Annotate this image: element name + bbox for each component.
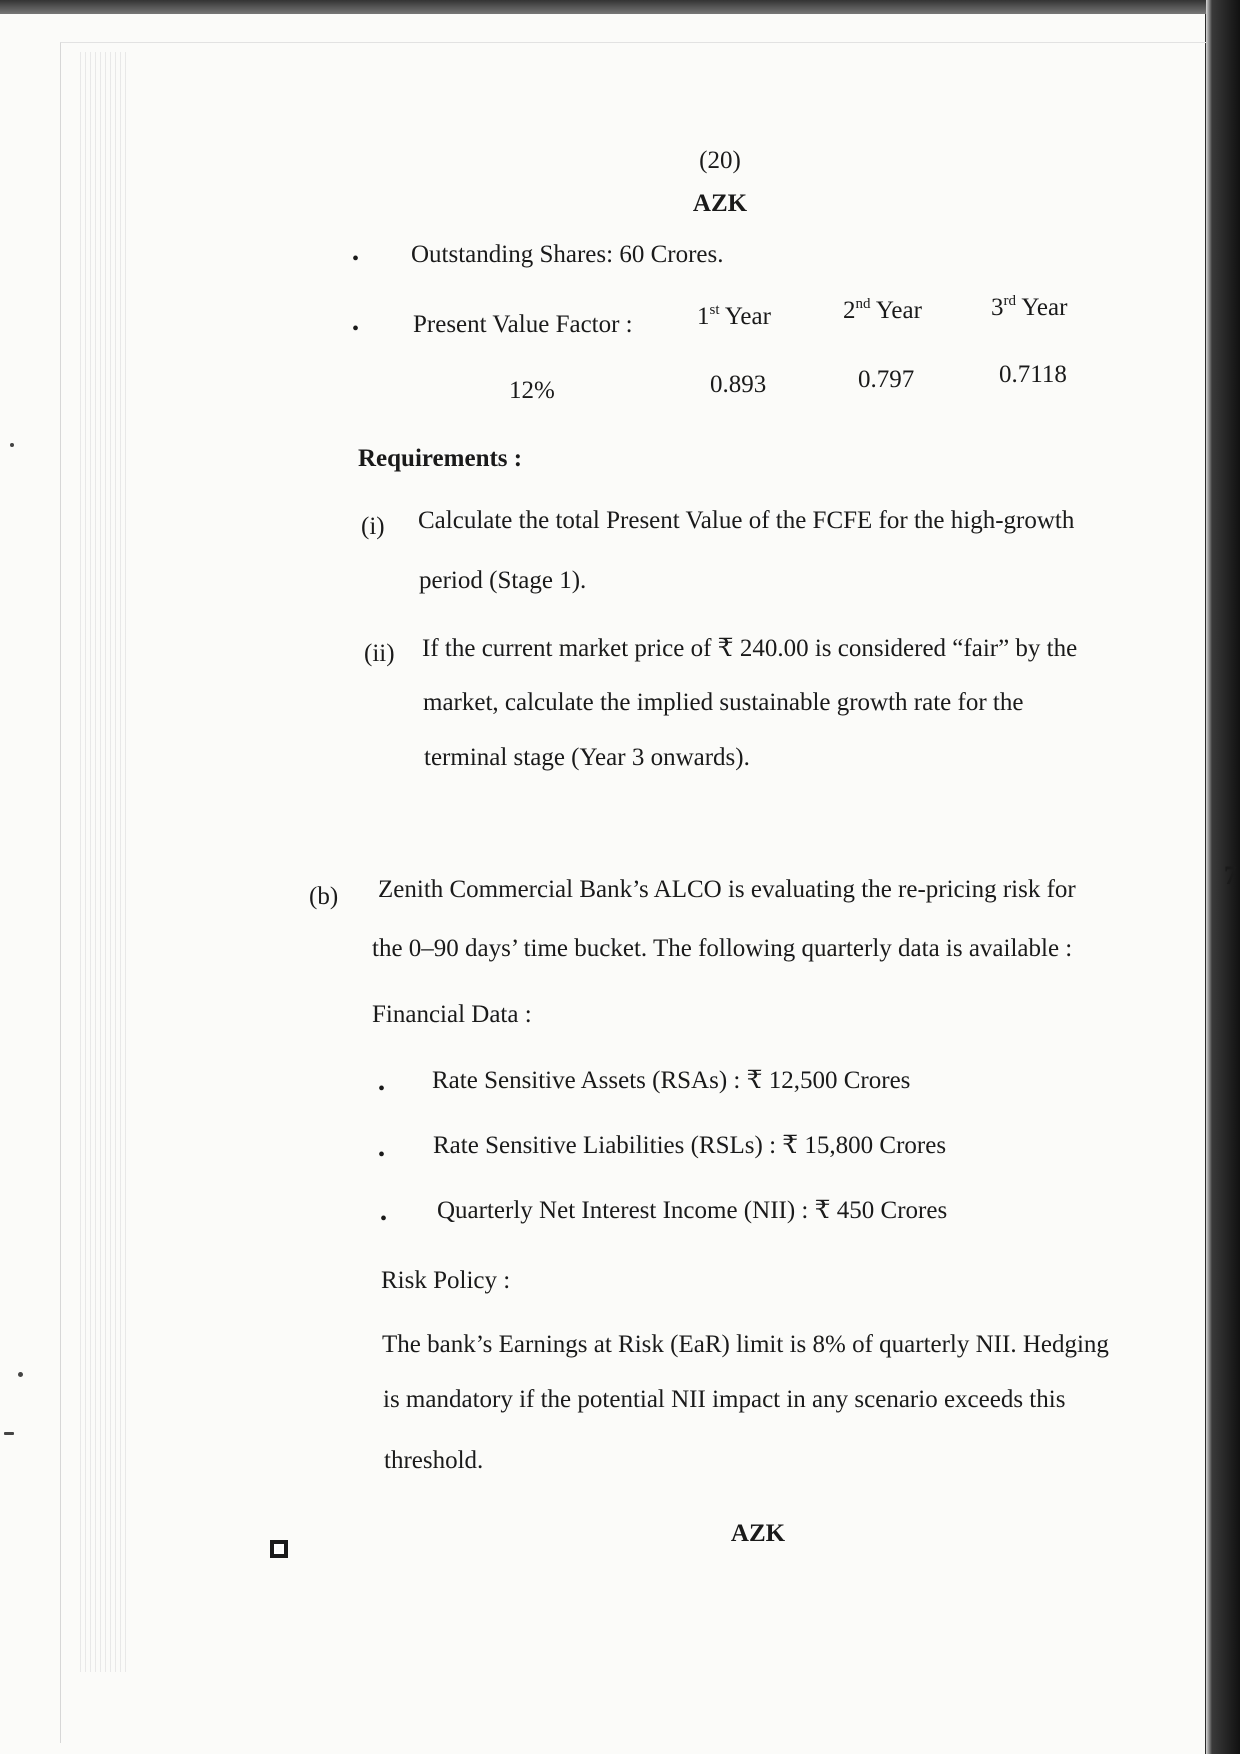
scan-speck	[18, 1372, 23, 1377]
pv-year-header-1: 1st Year	[697, 301, 771, 330]
marks: 7	[1224, 861, 1237, 890]
scan-speck	[10, 443, 14, 447]
risk-policy-heading: Risk Policy :	[381, 1267, 511, 1294]
pv-value-year-3: 0.7118	[999, 361, 1067, 388]
scan-speck	[4, 1432, 14, 1435]
risk-policy-line-3: threshold.	[384, 1447, 484, 1474]
requirement-ii-line-1: If the current market price of ₹ 240.00 is considered “fair” by the	[422, 635, 1078, 662]
pv-value-year-1: 0.893	[710, 371, 767, 398]
requirement-i-marker: (i)	[361, 513, 385, 540]
footer-code: AZK	[730, 1520, 786, 1547]
requirement-i-line-2: period (Stage 1).	[419, 567, 587, 594]
bullet-icon: •	[378, 1144, 386, 1166]
pv-factor-label: Present Value Factor :	[413, 311, 633, 338]
requirement-ii-line-3: terminal stage (Year 3 onwards).	[424, 744, 750, 771]
financial-data-heading: Financial Data :	[372, 1001, 532, 1028]
requirements-heading: Requirements :	[358, 445, 523, 472]
part-b-line-1: Zenith Commercial Bank’s ALCO is evaluating the re-pricing risk for	[378, 876, 1076, 903]
requirement-ii-line-2: market, calculate the implied sustainable growth rate for the	[423, 689, 1024, 716]
header-code: AZK	[692, 190, 748, 217]
requirement-ii-marker: (ii)	[364, 640, 395, 667]
part-b-line-2: the 0–90 days’ time bucket. The following quarterly data is available :	[372, 935, 1073, 962]
requirement-i-line-1: Calculate the total Present Value of the FCFE for the high-growth	[418, 507, 1075, 534]
bullet-icon: •	[380, 1208, 388, 1230]
risk-policy-line-2: is mandatory if the potential NII impact in any scenario exceeds this	[383, 1386, 1066, 1413]
financial-item-nii: Quarterly Net Interest Income (NII) : ₹ 450 Crores	[437, 1197, 948, 1224]
top-scan-edge	[0, 0, 1240, 14]
pv-value-year-2: 0.797	[858, 366, 915, 393]
outstanding-shares: Outstanding Shares: 60 Crores.	[411, 241, 724, 268]
bullet-icon: •	[378, 1078, 386, 1100]
risk-policy-line-1: The bank’s Earnings at Risk (EaR) limit is 8% of quarterly NII. Hedging	[382, 1331, 1109, 1358]
bullet-icon: •	[352, 248, 360, 270]
pv-year-header-2: 2nd Year	[843, 295, 922, 324]
page-number: (20)	[699, 147, 741, 174]
pv-rate: 12%	[509, 377, 555, 404]
part-b-marker: (b)	[309, 883, 339, 910]
binding-edge	[80, 52, 126, 1672]
bullet-icon: •	[352, 318, 360, 340]
financial-item-rsa: Rate Sensitive Assets (RSAs) : ₹ 12,500 Crores	[432, 1067, 911, 1094]
square-marker-icon	[270, 1540, 288, 1558]
pv-year-header-3: 3rd Year	[991, 292, 1068, 321]
financial-item-rsl: Rate Sensitive Liabilities (RSLs) : ₹ 15,800 Crores	[433, 1132, 947, 1159]
